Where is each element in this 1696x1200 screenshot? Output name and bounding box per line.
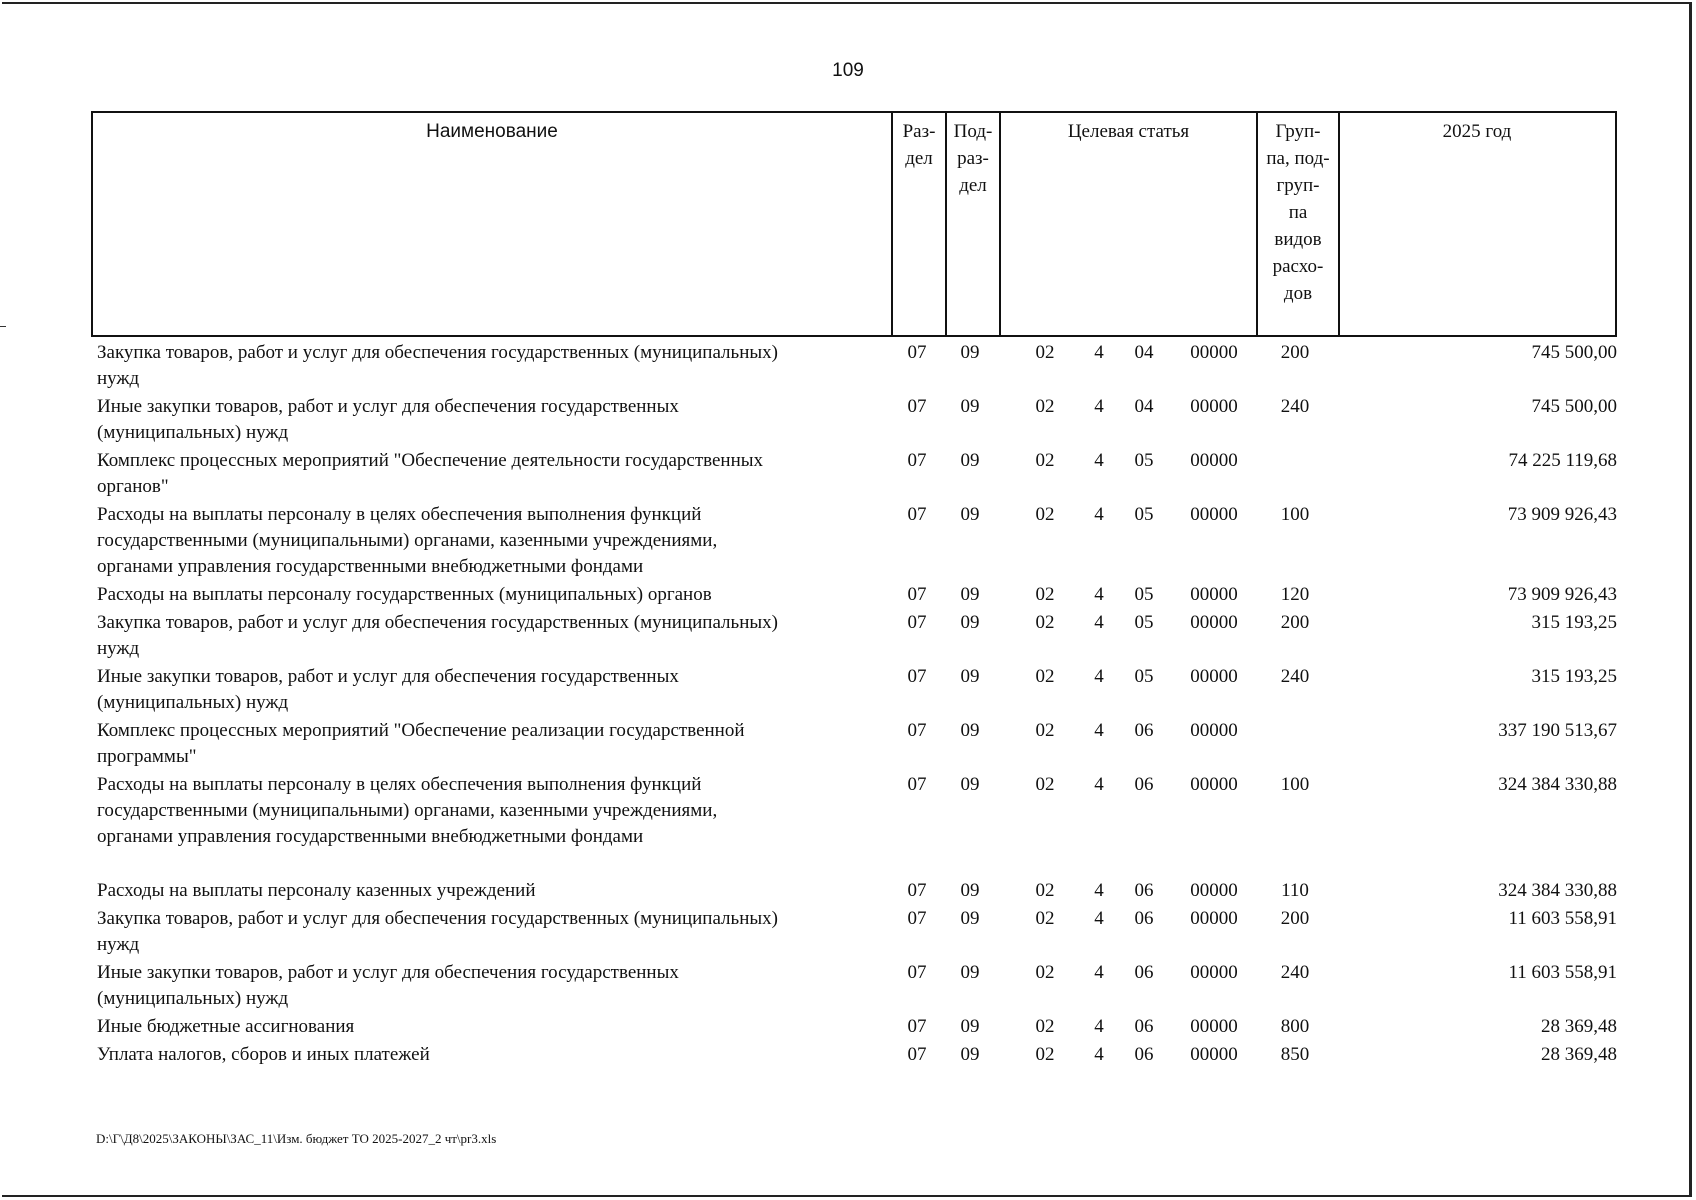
cell-name-line: Уплата налогов, сборов и иных платежей	[97, 1044, 430, 1065]
header-line: груп-	[1276, 175, 1320, 196]
header-podrazdel	[945, 113, 999, 335]
cell-target-structure: 04	[1134, 396, 1154, 417]
cell-target-structure: 04	[1134, 342, 1154, 363]
cell-target-type: 4	[1094, 504, 1104, 525]
cell-name-line: органами управления государственными внебюджетными фондами	[97, 826, 644, 847]
cell-podrazdel: 09	[960, 450, 980, 471]
cell-target-program: 02	[1035, 504, 1055, 525]
cell-target-direction: 00000	[1190, 774, 1238, 795]
cell-target-type: 4	[1094, 666, 1104, 687]
cell-name-line	[97, 850, 882, 876]
cell-name-line: Расходы на выплаты персоналу государственных (муниципальных) органов	[97, 584, 712, 605]
header-line: Под-	[953, 121, 993, 142]
cell-podrazdel: 09	[960, 720, 980, 741]
cell-name-line: нужд	[97, 934, 140, 955]
header-year: 2025 год	[1338, 113, 1614, 335]
cell-expense-group: 200	[1280, 908, 1310, 929]
cell-target-structure: 05	[1134, 666, 1154, 687]
cell-name-line: Закупка товаров, работ и услуг для обеспечения государственных (муниципальных)	[97, 342, 778, 363]
cell-name-line: государственными (муниципальными) органами, казенными учреждениями,	[97, 530, 718, 551]
cell-name	[91, 960, 882, 1014]
cell-target-direction: 00000	[1190, 504, 1238, 525]
table-row	[91, 1042, 1617, 1070]
table-row	[91, 1014, 1617, 1042]
cell-target-program: 02	[1035, 908, 1055, 929]
cell-razdel: 07	[907, 450, 927, 471]
cell-name	[91, 448, 882, 502]
table-row	[91, 610, 1617, 664]
cell-amount: 745 500,00	[1531, 396, 1617, 417]
cell-expense-group: 800	[1280, 1016, 1310, 1037]
cell-podrazdel: 09	[960, 396, 980, 417]
cell-name	[91, 1042, 882, 1070]
cell-target-type: 4	[1094, 396, 1104, 417]
cell-podrazdel: 09	[960, 1044, 980, 1065]
cell-name-line: Иные закупки товаров, работ и услуг для обеспечения государственных	[97, 962, 679, 983]
file-path-footer: D:\Г\Д8\2025\ЗАКОНЫ\ЗАС_11\Изм. бюджет ТО 2025-2027_2 чт\pr3.xls	[96, 1131, 497, 1146]
header-line: па	[1288, 202, 1308, 223]
cell-target-structure: 06	[1134, 1044, 1154, 1065]
cell-name-line: нужд	[97, 638, 140, 659]
cell-target-type: 4	[1094, 908, 1104, 929]
cell-target-structure: 06	[1134, 1016, 1154, 1037]
cell-name	[91, 502, 882, 582]
table-row	[91, 340, 1617, 394]
cell-podrazdel: 09	[960, 612, 980, 633]
page-number: 109	[832, 60, 864, 81]
table-row	[91, 582, 1617, 610]
cell-amount: 324 384 330,88	[1498, 880, 1617, 901]
cell-name	[91, 664, 882, 718]
cell-target-program: 02	[1035, 396, 1055, 417]
cell-target-type: 4	[1094, 774, 1104, 795]
cell-target-direction: 00000	[1190, 342, 1238, 363]
cell-razdel: 07	[907, 1016, 927, 1037]
cell-target-direction: 00000	[1190, 962, 1238, 983]
table-row	[91, 960, 1617, 1014]
cell-expense-group: 240	[1280, 962, 1310, 983]
cell-target-structure: 06	[1134, 774, 1154, 795]
cell-amount: 315 193,25	[1531, 612, 1617, 633]
cell-name	[91, 394, 882, 448]
cell-name-line: Расходы на выплаты персоналу в целях обеспечения выполнения функций	[97, 774, 702, 795]
table-row	[91, 448, 1617, 502]
cell-razdel: 07	[907, 720, 927, 741]
cell-expense-group: 100	[1280, 504, 1310, 525]
cell-target-direction: 00000	[1190, 584, 1238, 605]
cell-podrazdel: 09	[960, 504, 980, 525]
table-row	[91, 502, 1617, 582]
cell-name-line: Иные закупки товаров, работ и услуг для обеспечения государственных	[97, 396, 679, 417]
cell-amount: 324 384 330,88	[1498, 774, 1617, 795]
table-header	[91, 111, 1617, 337]
cell-target-structure: 06	[1134, 720, 1154, 741]
cell-target-program: 02	[1035, 962, 1055, 983]
cell-podrazdel: 09	[960, 1016, 980, 1037]
cell-target-program: 02	[1035, 612, 1055, 633]
cell-amount: 73 909 926,43	[1507, 504, 1617, 525]
cell-target-type: 4	[1094, 584, 1104, 605]
cell-amount: 11 603 558,91	[1508, 962, 1617, 983]
header-line: Раз-	[902, 121, 936, 142]
cell-podrazdel: 09	[960, 880, 980, 901]
cell-target-direction: 00000	[1190, 666, 1238, 687]
cell-target-program: 02	[1035, 1044, 1055, 1065]
cell-name-line: Расходы на выплаты персоналу в целях обеспечения выполнения функций	[97, 504, 702, 525]
cell-target-type: 4	[1094, 880, 1104, 901]
header-line: па, под-	[1266, 148, 1330, 169]
cell-target-program: 02	[1035, 720, 1055, 741]
cell-amount: 745 500,00	[1531, 342, 1617, 363]
cell-name-line: Закупка товаров, работ и услуг для обеспечения государственных (муниципальных)	[97, 908, 778, 929]
cell-podrazdel: 09	[960, 908, 980, 929]
cell-target-structure: 06	[1134, 962, 1154, 983]
cell-target-direction: 00000	[1190, 1016, 1238, 1037]
header-target-article: Целевая статья	[999, 113, 1256, 335]
cell-expense-group: 240	[1280, 666, 1310, 687]
cell-name-line: (муниципальных) нужд	[97, 988, 289, 1009]
cell-name	[91, 878, 882, 906]
cell-amount: 337 190 513,67	[1498, 720, 1617, 741]
cell-target-program: 02	[1035, 774, 1055, 795]
header-line: видов	[1274, 229, 1322, 250]
cell-razdel: 07	[907, 612, 927, 633]
table-row	[91, 772, 1617, 878]
cell-expense-group: 240	[1280, 396, 1310, 417]
cell-name-line: программы"	[97, 746, 197, 767]
cell-name	[91, 1014, 882, 1042]
cell-amount: 11 603 558,91	[1508, 908, 1617, 929]
table-row	[91, 906, 1617, 960]
cell-amount: 73 909 926,43	[1507, 584, 1617, 605]
cell-target-structure: 06	[1134, 880, 1154, 901]
cell-razdel: 07	[907, 908, 927, 929]
header-name: Наименование	[426, 121, 558, 142]
cell-expense-group: 850	[1280, 1044, 1310, 1065]
cell-name-line: Комплекс процессных мероприятий "Обеспечение деятельности государственных	[97, 450, 764, 471]
header-line: дов	[1283, 283, 1313, 304]
cell-target-type: 4	[1094, 1044, 1104, 1065]
cell-target-program: 02	[1035, 1016, 1055, 1037]
cell-razdel: 07	[907, 342, 927, 363]
cell-name	[91, 772, 882, 878]
cell-target-program: 02	[1035, 880, 1055, 901]
header-line: дел	[905, 148, 933, 169]
cell-target-type: 4	[1094, 450, 1104, 471]
header-line: Груп-	[1275, 121, 1321, 142]
header-line: раз-	[957, 148, 989, 169]
cell-target-program: 02	[1035, 450, 1055, 471]
cell-target-structure: 05	[1134, 584, 1154, 605]
table-row	[91, 664, 1617, 718]
cell-target-direction: 00000	[1190, 720, 1238, 741]
cell-target-structure: 05	[1134, 504, 1154, 525]
cell-razdel: 07	[907, 396, 927, 417]
cell-name-line: Закупка товаров, работ и услуг для обеспечения государственных (муниципальных)	[97, 612, 778, 633]
cell-name-line: (муниципальных) нужд	[97, 422, 289, 443]
cell-amount: 74 225 119,68	[1508, 450, 1617, 471]
cell-expense-group: 120	[1280, 584, 1310, 605]
cell-target-type: 4	[1094, 612, 1104, 633]
cell-name-line: органами управления государственными внебюджетными фондами	[97, 556, 644, 577]
cell-name-line: государственными (муниципальными) органами, казенными учреждениями,	[97, 800, 718, 821]
table-row	[91, 718, 1617, 772]
cell-target-direction: 00000	[1190, 908, 1238, 929]
cell-razdel: 07	[907, 584, 927, 605]
cell-target-program: 02	[1035, 584, 1055, 605]
cell-name	[91, 582, 882, 610]
cell-podrazdel: 09	[960, 666, 980, 687]
cell-name-line: (муниципальных) нужд	[97, 692, 289, 713]
cell-name-line: Иные бюджетные ассигнования	[97, 1016, 355, 1037]
header-expense-group	[1256, 113, 1338, 335]
cell-podrazdel: 09	[960, 342, 980, 363]
cell-target-structure: 06	[1134, 908, 1154, 929]
cell-target-type: 4	[1094, 342, 1104, 363]
cell-target-structure: 05	[1134, 450, 1154, 471]
cell-expense-group: 200	[1280, 612, 1310, 633]
cell-expense-group: 200	[1280, 342, 1310, 363]
cell-name	[91, 610, 882, 664]
cell-target-type: 4	[1094, 962, 1104, 983]
cell-name	[91, 718, 882, 772]
table-row	[91, 394, 1617, 448]
cell-target-direction: 00000	[1190, 612, 1238, 633]
cell-expense-group: 110	[1281, 880, 1309, 901]
cell-podrazdel: 09	[960, 962, 980, 983]
cell-name	[91, 906, 882, 960]
cell-amount: 28 369,48	[1541, 1044, 1617, 1065]
cell-target-program: 02	[1035, 666, 1055, 687]
cell-name	[91, 340, 882, 394]
cell-razdel: 07	[907, 1044, 927, 1065]
header-razdel	[891, 113, 945, 335]
cell-amount: 28 369,48	[1541, 1016, 1617, 1037]
cell-name-line: Расходы на выплаты персоналу казенных учреждений	[97, 880, 536, 901]
cell-razdel: 07	[907, 504, 927, 525]
cell-razdel: 07	[907, 666, 927, 687]
table-body	[91, 340, 1617, 1070]
cell-name-line: нужд	[97, 368, 140, 389]
header-line: расхо-	[1272, 256, 1324, 277]
table-row	[91, 878, 1617, 906]
cell-razdel: 07	[907, 774, 927, 795]
cell-razdel: 07	[907, 880, 927, 901]
cell-expense-group: 100	[1280, 774, 1310, 795]
margin-tick	[0, 326, 6, 327]
cell-podrazdel: 09	[960, 774, 980, 795]
cell-amount: 315 193,25	[1531, 666, 1617, 687]
cell-target-direction: 00000	[1190, 396, 1238, 417]
cell-name-line: органов"	[97, 476, 169, 497]
cell-target-type: 4	[1094, 720, 1104, 741]
cell-target-direction: 00000	[1190, 450, 1238, 471]
cell-target-direction: 00000	[1190, 880, 1238, 901]
cell-name-line: Иные закупки товаров, работ и услуг для обеспечения государственных	[97, 666, 679, 687]
header-line: дел	[959, 175, 987, 196]
cell-target-structure: 05	[1134, 612, 1154, 633]
cell-podrazdel: 09	[960, 584, 980, 605]
cell-razdel: 07	[907, 962, 927, 983]
cell-target-type: 4	[1094, 1016, 1104, 1037]
cell-name-line: Комплекс процессных мероприятий "Обеспечение реализации государственной	[97, 720, 745, 741]
cell-target-direction: 00000	[1190, 1044, 1238, 1065]
cell-target-program: 02	[1035, 342, 1055, 363]
